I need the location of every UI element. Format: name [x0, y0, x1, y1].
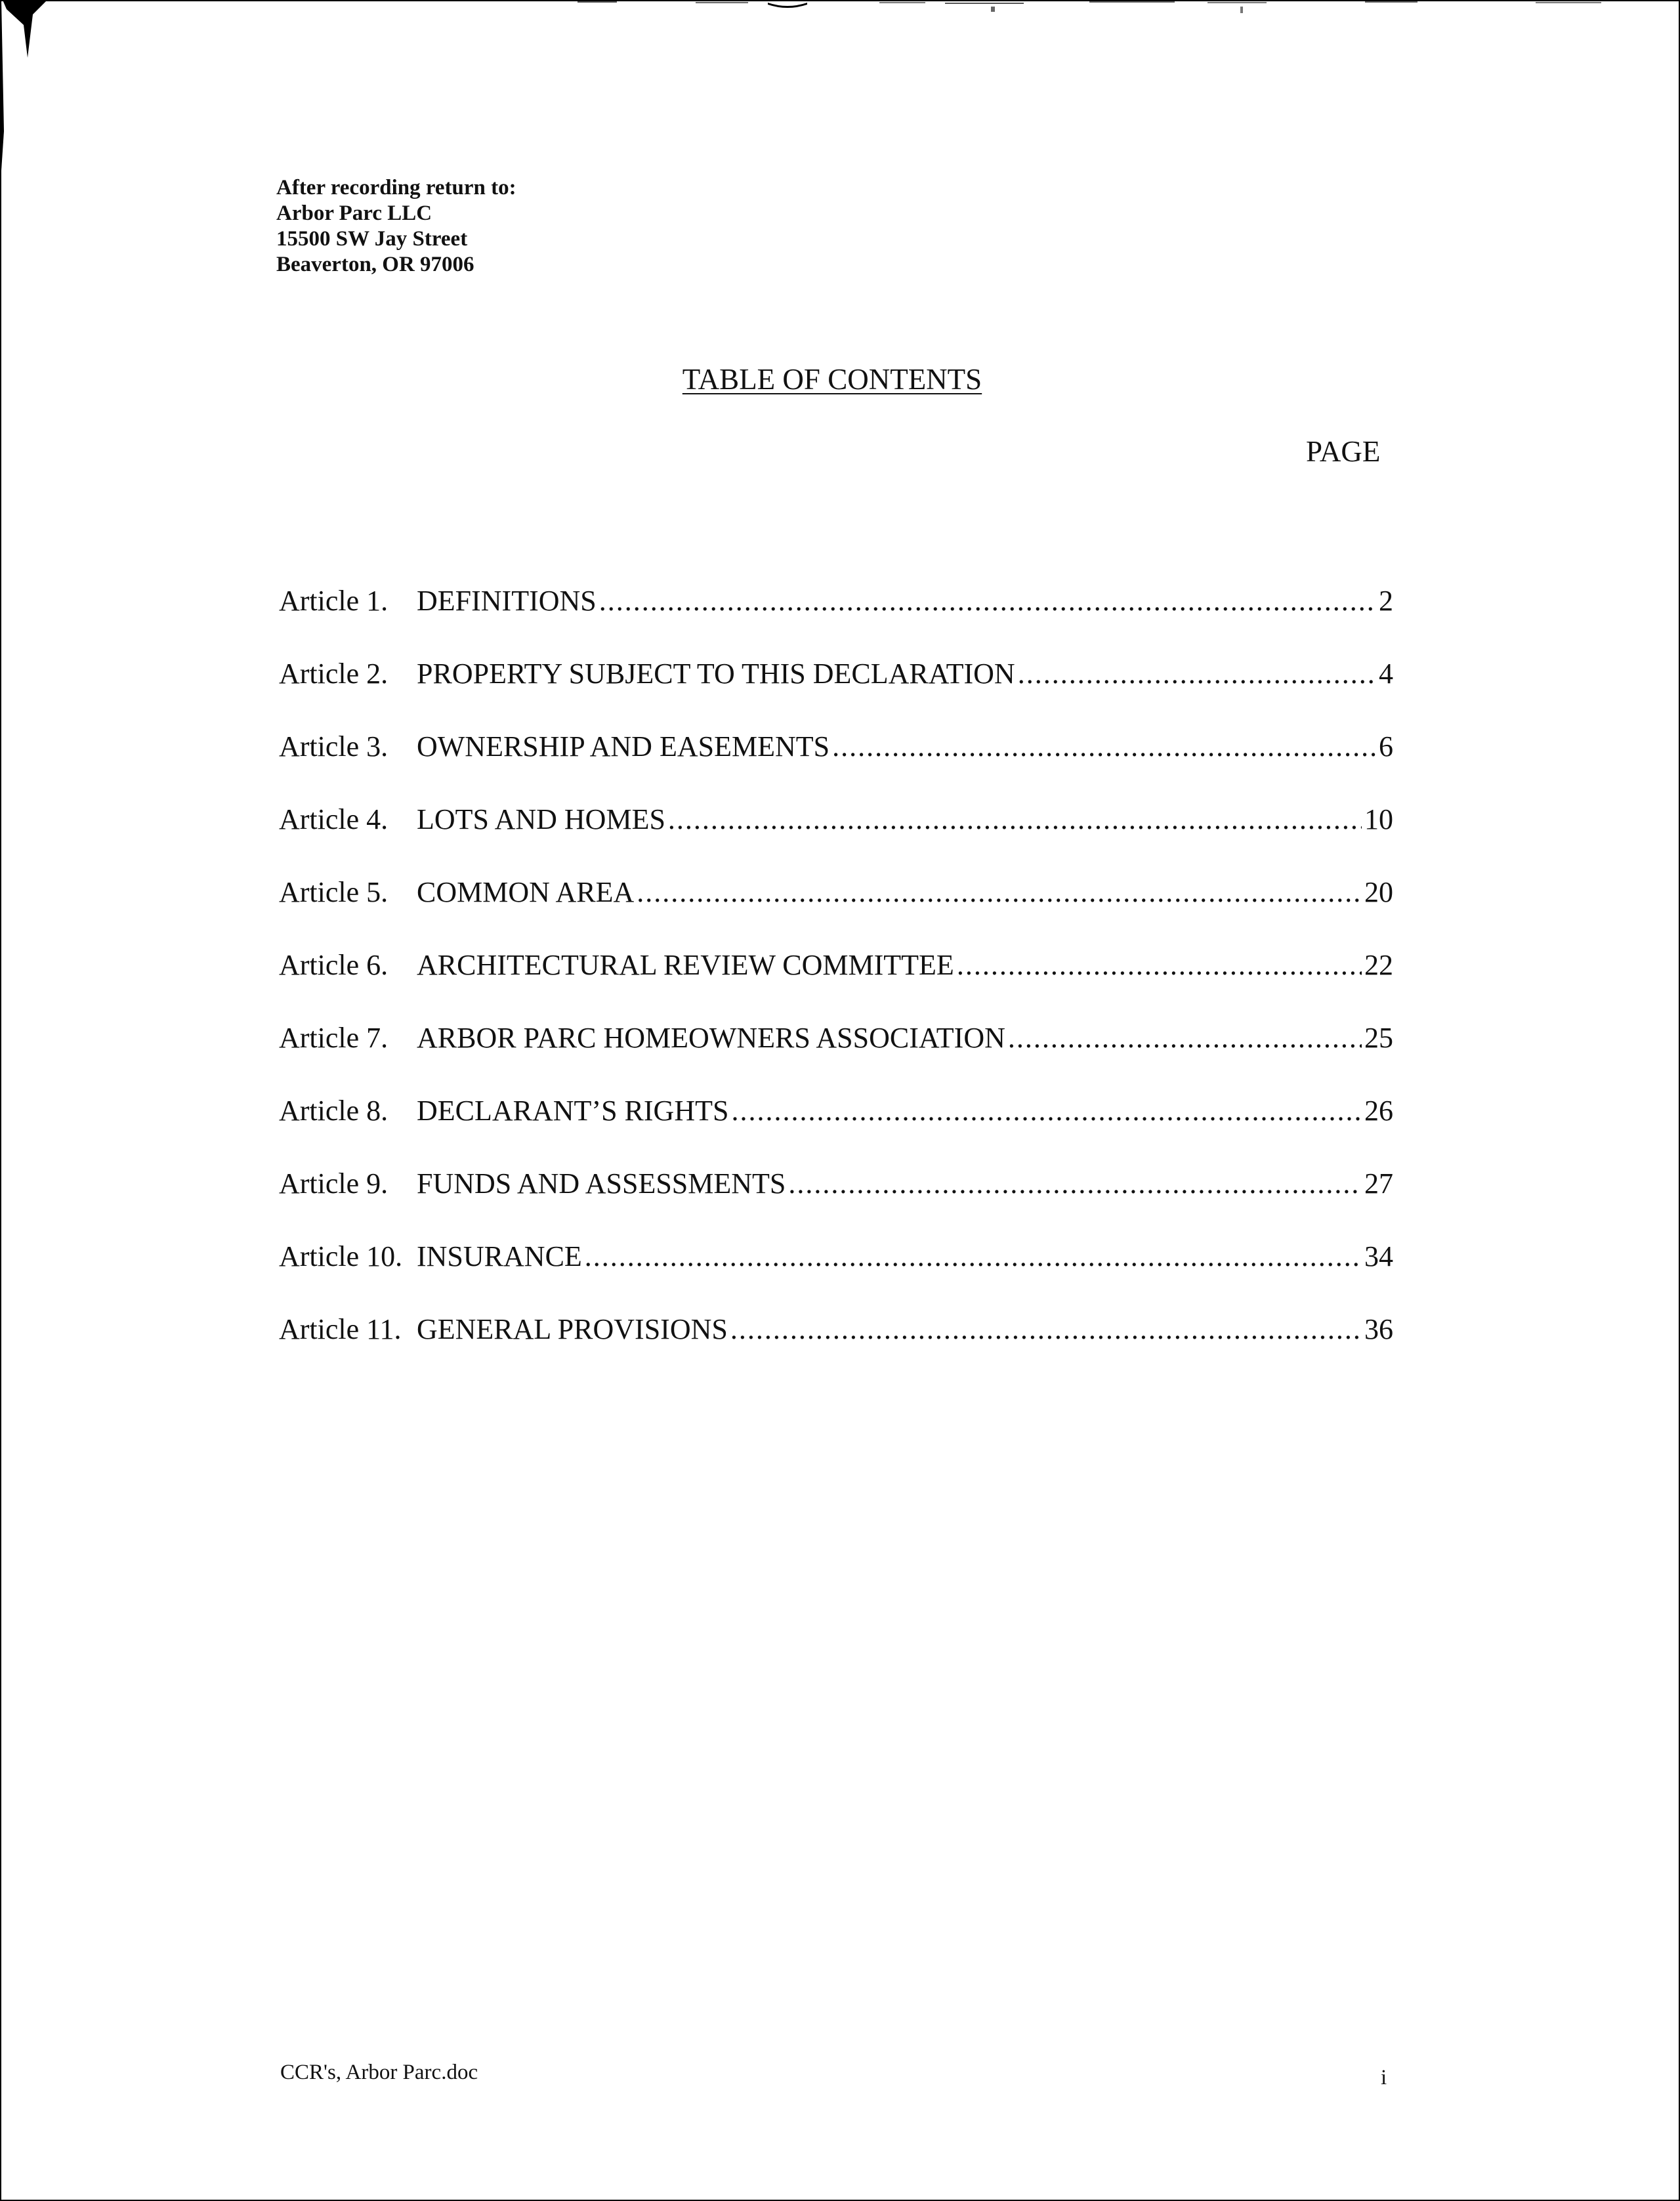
toc-entry	[279, 730, 1393, 803]
toc-article-number: Article 11.	[279, 1313, 402, 1345]
toc-page-column-heading: PAGE	[1306, 435, 1381, 468]
return-address-street: 15500 SW Jay Street	[276, 227, 468, 251]
toc-article-name: LOTS AND HOMES	[417, 803, 665, 835]
toc-article-number: Article 3.	[279, 730, 388, 763]
toc-page-number: 26	[1364, 1095, 1393, 1127]
toc-dot-leader	[788, 1167, 1362, 1200]
toc-article-number: Article 6.	[279, 949, 388, 981]
scan-speckle-marks	[578, 0, 1628, 20]
toc-dot-leader	[1018, 657, 1376, 690]
toc-dot-leader	[637, 875, 1362, 909]
scan-corner-mark	[0, 0, 59, 171]
toc-entry	[279, 1094, 1393, 1167]
toc-entry	[279, 657, 1393, 730]
toc-page-number: 4	[1379, 658, 1393, 690]
footer-file-name: CCR's, Arbor Parc.doc	[280, 2061, 478, 2084]
toc-entry	[279, 1167, 1393, 1240]
toc-page-number: 36	[1364, 1313, 1393, 1345]
toc-article-number: Article 9.	[279, 1167, 388, 1200]
return-address-block	[276, 175, 516, 278]
toc-article-name: PROPERTY SUBJECT TO THIS DECLARATION	[417, 658, 1015, 690]
toc-page-number: 25	[1364, 1022, 1393, 1054]
toc-article-number: Article 4.	[279, 803, 388, 835]
toc-article-name: DECLARANT’S RIGHTS	[417, 1095, 729, 1127]
toc-article-number: Article 1.	[279, 585, 388, 617]
toc-page-number: 6	[1379, 730, 1393, 763]
toc-title: TABLE OF CONTENTS	[682, 363, 982, 396]
toc-entry	[279, 803, 1393, 875]
toc-article-number: Article 2.	[279, 658, 388, 690]
toc-page-number: 20	[1364, 876, 1393, 908]
toc-list	[279, 584, 1393, 1385]
toc-article-name: DEFINITIONS	[417, 585, 597, 617]
toc-article-name: ARCHITECTURAL REVIEW COMMITTEE	[417, 949, 954, 981]
toc-dot-leader	[730, 1312, 1362, 1346]
footer-page-number: i	[1381, 2066, 1387, 2089]
toc-article-name: COMMON AREA	[417, 876, 635, 908]
toc-article-number: Article 5.	[279, 876, 388, 908]
toc-article-number: Article 10.	[279, 1240, 403, 1272]
toc-page-number: 27	[1364, 1167, 1393, 1200]
toc-entry	[279, 948, 1393, 1021]
return-address-name: Arbor Parc LLC	[276, 201, 432, 225]
toc-dot-leader	[832, 730, 1376, 763]
toc-article-name: FUNDS AND ASSESSMENTS	[417, 1167, 786, 1200]
toc-page-number: 10	[1364, 803, 1393, 835]
return-address-heading: After recording return to:	[276, 176, 516, 199]
toc-dot-leader	[668, 803, 1362, 836]
toc-article-name: INSURANCE	[417, 1240, 582, 1272]
toc-dot-leader	[1008, 1021, 1362, 1055]
toc-article-name: ARBOR PARC HOMEOWNERS ASSOCIATION	[417, 1022, 1005, 1054]
toc-dot-leader	[599, 584, 1376, 618]
toc-entry	[279, 584, 1393, 657]
toc-dot-leader	[957, 948, 1362, 982]
toc-dot-leader	[731, 1094, 1362, 1127]
return-address-city: Beaverton, OR 97006	[276, 253, 474, 276]
toc-entry	[279, 875, 1393, 948]
toc-entry	[279, 1021, 1393, 1094]
toc-article-number: Article 7.	[279, 1022, 388, 1054]
toc-entry	[279, 1240, 1393, 1312]
toc-dot-leader	[585, 1240, 1362, 1273]
toc-article-number: Article 8.	[279, 1095, 388, 1127]
toc-entry	[279, 1312, 1393, 1385]
toc-page-number: 22	[1364, 949, 1393, 981]
toc-page-number: 34	[1364, 1240, 1393, 1272]
toc-article-name: GENERAL PROVISIONS	[417, 1313, 728, 1345]
toc-article-name: OWNERSHIP AND EASEMENTS	[417, 730, 830, 763]
toc-page-number: 2	[1379, 585, 1393, 617]
